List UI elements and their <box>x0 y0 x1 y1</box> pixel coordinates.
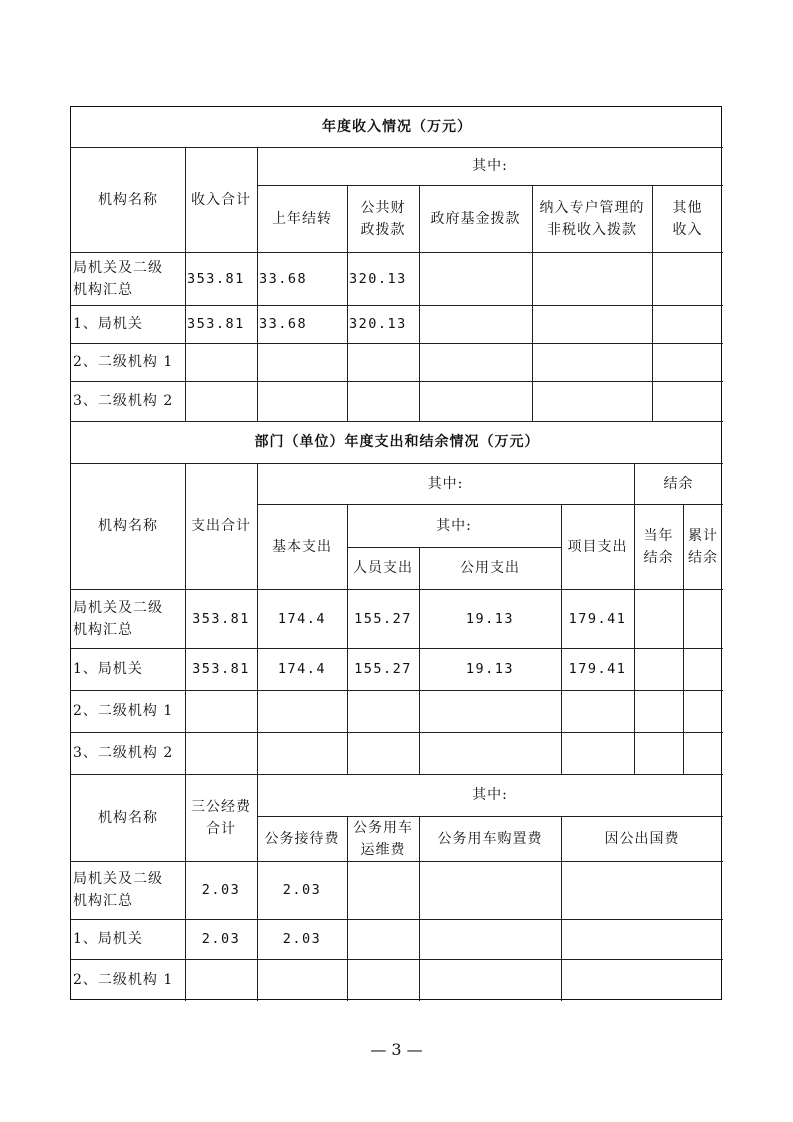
column-header-year-balance: 当年 结余 <box>643 527 674 566</box>
row-label: 2、二级机构 1 <box>73 972 174 988</box>
column-header-prev: 上年结转 <box>272 210 332 227</box>
table-cell <box>419 252 534 305</box>
row-label: 局机关及二级 机构汇总 <box>73 871 163 909</box>
column-header-project: 项目支出 <box>567 538 628 555</box>
table-cell <box>347 343 421 381</box>
column-header-cumulative-balance: 累计 结余 <box>688 527 718 566</box>
table-cell <box>532 252 654 305</box>
column-header-org: 机构名称 <box>98 191 158 208</box>
column-header-of-which: 其中: <box>472 787 508 803</box>
table-cell: 2.03 <box>282 931 322 947</box>
column-header-vehicle-run: 公务用车 运维费 <box>353 819 413 858</box>
table-cell <box>419 343 534 381</box>
row-label: 局机关及二级 机构汇总 <box>73 599 163 638</box>
column-header-org: 机构名称 <box>98 518 158 534</box>
table-cell <box>185 959 257 1001</box>
column-header-vehicle-buy: 公务用车购置费 <box>437 830 543 847</box>
column-header-org: 机构名称 <box>98 809 158 826</box>
column-header-of-which-sub: 其中: <box>436 517 472 534</box>
table-cell <box>652 305 725 343</box>
table-cell: 320.13 <box>349 316 407 332</box>
table-cell <box>561 919 723 959</box>
table-cell <box>257 381 349 421</box>
row-label: 2、二级机构 1 <box>73 354 174 370</box>
table-cell: 353.81 <box>192 661 250 677</box>
row-label: 1、局机关 <box>73 931 143 947</box>
row-label: 2、二级机构 1 <box>73 703 174 719</box>
table-cell <box>419 690 561 732</box>
table-cell <box>683 648 723 690</box>
table-cell: 179.41 <box>568 610 627 627</box>
page-number: — 3 — <box>370 1040 423 1059</box>
column-header-of-which: 其中: <box>472 158 508 174</box>
table-cell: 33.68 <box>259 316 308 332</box>
column-header-fiscal: 公共财 政拨款 <box>360 199 406 238</box>
table-cell: 155.27 <box>354 661 412 677</box>
table-cell <box>532 343 654 381</box>
column-header-balance: 结余 <box>663 475 694 492</box>
table-cell <box>185 381 259 421</box>
column-header-total: 支出合计 <box>191 518 251 534</box>
table-cell <box>185 732 257 774</box>
table-cell <box>532 305 654 343</box>
table-cell <box>347 919 419 959</box>
budget-table <box>70 106 722 1000</box>
table-cell <box>683 690 723 732</box>
column-header-total: 收入合计 <box>191 191 251 208</box>
table-cell: 174.4 <box>277 661 327 677</box>
table-cell <box>652 252 725 305</box>
table-cell <box>561 690 634 732</box>
table-cell: 2.03 <box>201 882 241 898</box>
table-cell <box>683 732 723 774</box>
table-cell <box>347 732 419 774</box>
row-label: 1、局机关 <box>73 316 143 332</box>
table-cell <box>532 381 654 421</box>
table-cell <box>419 959 561 1001</box>
table-cell <box>257 959 347 1001</box>
table-cell <box>561 732 634 774</box>
column-header-total: 三公经费 合计 <box>191 798 251 837</box>
table-cell <box>683 589 723 648</box>
column-header-special: 纳入专户管理的 非税收入拨款 <box>539 199 645 238</box>
column-header-reception: 公务接待费 <box>264 830 340 847</box>
table-cell <box>634 690 683 732</box>
table-cell <box>419 919 561 959</box>
column-header-of-which: 其中: <box>427 475 464 492</box>
table-cell: 353.81 <box>187 270 245 287</box>
table-cell <box>561 959 723 1001</box>
table-cell <box>347 690 419 732</box>
table-cell <box>185 690 257 732</box>
column-header-fund: 政府基金拨款 <box>430 210 521 227</box>
table-cell <box>652 343 725 381</box>
table-cell <box>419 732 561 774</box>
row-label: 3、二级机构 2 <box>73 393 174 409</box>
section-title: 年度收入情况（万元） <box>322 119 472 135</box>
table-cell <box>419 381 534 421</box>
table-cell <box>185 343 259 381</box>
table-cell <box>634 648 683 690</box>
table-cell <box>419 861 561 919</box>
section-title: 部门（单位）年度支出和结余情况（万元） <box>254 434 540 450</box>
table-cell: 174.4 <box>277 610 327 627</box>
column-header-abroad: 因公出国费 <box>604 830 680 847</box>
table-cell <box>419 305 534 343</box>
table-cell <box>347 959 419 1001</box>
table-cell: 2.03 <box>282 882 322 898</box>
table-cell: 353.81 <box>187 316 245 332</box>
table-cell <box>257 690 347 732</box>
column-header-personnel: 人员支出 <box>353 560 413 576</box>
table-cell: 2.03 <box>201 931 241 947</box>
table-cell <box>561 861 723 919</box>
table-cell <box>257 732 347 774</box>
table-cell: 19.13 <box>465 610 515 627</box>
column-header-other: 其他 收入 <box>672 199 703 238</box>
table-cell <box>634 589 683 648</box>
table-cell: 33.68 <box>259 270 308 287</box>
column-header-basic: 基本支出 <box>272 538 332 555</box>
row-label: 1、局机关 <box>73 661 143 677</box>
table-cell: 179.41 <box>568 661 627 677</box>
table-cell: 320.13 <box>349 270 407 287</box>
table-cell: 353.81 <box>192 610 250 627</box>
table-cell <box>347 381 421 421</box>
row-label: 3、二级机构 2 <box>73 745 174 761</box>
column-header-public: 公用支出 <box>460 560 520 576</box>
table-cell <box>634 732 683 774</box>
table-cell <box>347 861 419 919</box>
table-cell <box>257 343 349 381</box>
table-cell: 19.13 <box>465 661 515 677</box>
row-label: 局机关及二级 机构汇总 <box>73 259 163 298</box>
table-cell: 155.27 <box>354 610 412 627</box>
table-cell <box>652 381 725 421</box>
